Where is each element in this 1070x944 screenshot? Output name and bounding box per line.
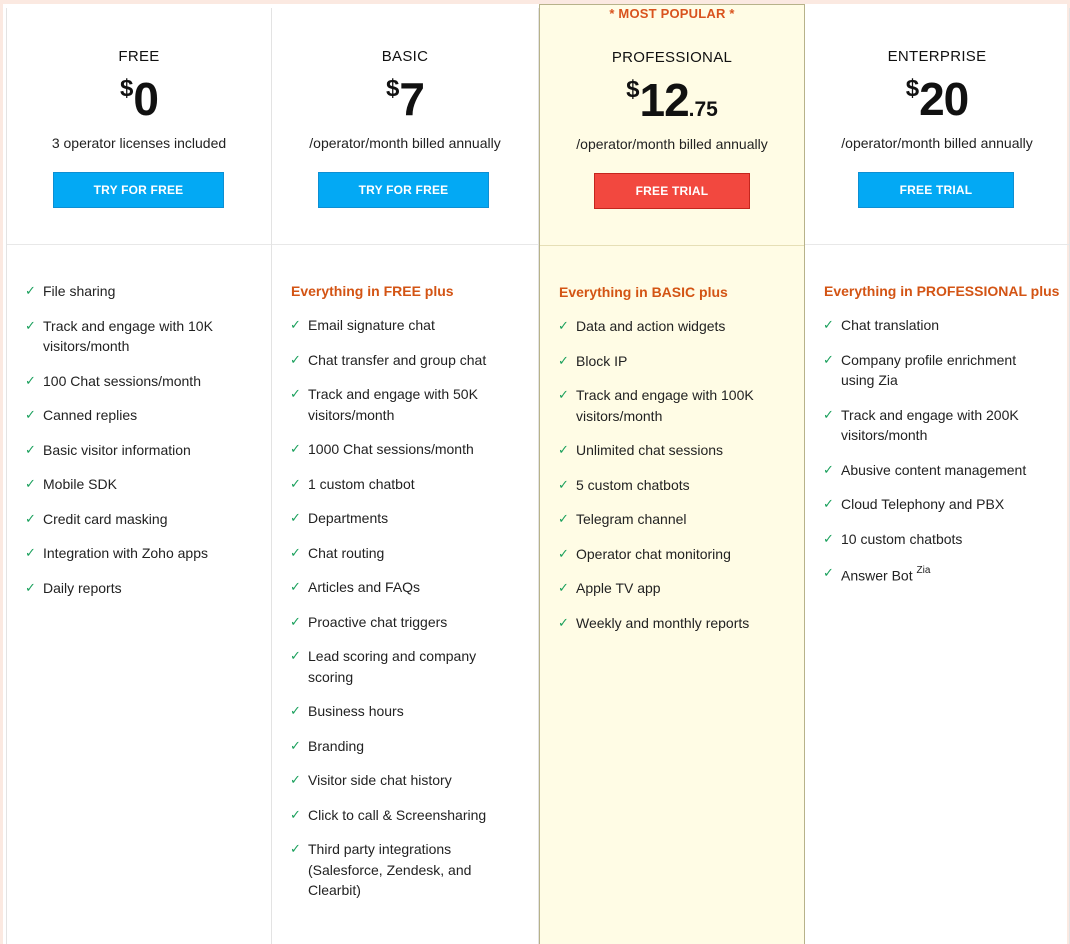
- check-icon: ✓: [558, 442, 569, 457]
- plan-intro: Everything in PROFESSIONAL plus: [824, 283, 1060, 299]
- currency-symbol: $: [386, 75, 400, 102]
- feature-item: ✓ Departments: [290, 508, 538, 529]
- pricing-table: [6, 8, 1070, 944]
- feature-item: ✓ Email signature chat: [290, 315, 538, 336]
- feature-item: ✓ Daily reports: [25, 578, 271, 599]
- plan-name: ENTERPRISE: [887, 48, 987, 65]
- check-icon: ✓: [558, 352, 569, 368]
- check-icon: ✓: [25, 372, 36, 388]
- plan-intro: Everything in FREE plus: [291, 283, 454, 299]
- check-icon: ✓: [25, 579, 36, 595]
- feature-item: ✓ 5 custom chatbots: [558, 475, 804, 496]
- check-icon: ✓: [290, 544, 301, 560]
- feature-list: [272, 245, 538, 901]
- check-icon: ✓: [558, 580, 569, 595]
- feature-item: ✓ Integration with Zoho apps: [25, 543, 271, 564]
- check-icon: ✓: [25, 317, 36, 333]
- feature-item: ✓ Branding: [290, 736, 538, 757]
- feature-list: [805, 245, 1069, 586]
- feature-item: ✓ Track and engage with 10K visitors/month: [25, 316, 271, 357]
- check-icon: ✓: [25, 407, 36, 422]
- feature-item: ✓ Chat translation: [823, 315, 1069, 336]
- feature-item: ✓ Visitor side chat history: [290, 770, 538, 791]
- plan-name: PROFESSIONAL: [611, 49, 733, 66]
- price-amount: 12: [639, 74, 689, 126]
- feature-item: ✓ 100 Chat sessions/month: [25, 371, 271, 392]
- plan-subtitle: /operator/month billed annually: [841, 135, 1033, 151]
- plan-subtitle: 3 operator licenses included: [51, 135, 227, 151]
- currency-symbol: $: [120, 75, 134, 102]
- plan-column-enterprise: [805, 8, 1070, 944]
- check-icon: ✓: [823, 317, 834, 332]
- check-icon: ✓: [25, 545, 36, 560]
- check-icon: ✓: [823, 461, 834, 477]
- feature-item: [823, 563, 1069, 586]
- feature-list: [7, 245, 271, 598]
- feature-item: ✓ Telegram channel: [558, 509, 804, 530]
- currency-symbol: $: [905, 75, 920, 102]
- feature-item: ✓ Block IP: [558, 351, 804, 372]
- feature-item: ✓ 1 custom chatbot: [290, 474, 538, 495]
- check-icon: ✓: [290, 579, 301, 594]
- zia-superscript: Zia: [916, 565, 931, 576]
- price-amount: 0: [133, 73, 158, 125]
- free-trial-button[interactable]: FREE TRIAL: [858, 172, 1014, 208]
- plan-subtitle: /operator/month billed annually: [309, 135, 501, 151]
- plan-header: [7, 8, 271, 245]
- plan-name: FREE: [118, 48, 160, 65]
- feature-item: ✓ Company profile enrichment using Zia: [823, 350, 1069, 391]
- plan-column-professional: [539, 4, 805, 944]
- check-icon: ✓: [558, 511, 569, 526]
- feature-item: ✓ Proactive chat triggers: [290, 612, 538, 633]
- check-icon: ✓: [290, 510, 301, 525]
- feature-item: ✓ Articles and FAQs: [290, 577, 538, 598]
- feature-item: ✓ Track and engage with 100K visitors/month: [558, 385, 804, 426]
- feature-item: ✓ Track and engage with 200K visitors/month: [823, 405, 1069, 446]
- plan-intro: Everything in BASIC plus: [559, 284, 728, 300]
- feature-item: ✓ Track and engage with 50K visitors/month: [290, 384, 538, 425]
- feature-item: ✓ Unlimited chat sessions: [558, 440, 804, 461]
- free-trial-button[interactable]: FREE TRIAL: [594, 173, 750, 209]
- check-icon: ✓: [558, 545, 569, 561]
- try-for-free-button[interactable]: TRY FOR FREE: [318, 172, 489, 208]
- currency-symbol: $: [626, 76, 640, 103]
- check-icon: ✓: [823, 406, 834, 422]
- check-icon: ✓: [290, 475, 301, 491]
- check-icon: ✓: [558, 387, 569, 402]
- check-icon: ✓: [290, 772, 301, 787]
- plan-header: [540, 5, 804, 246]
- check-icon: ✓: [25, 510, 36, 526]
- feature-item: ✓ Cloud Telephony and PBX: [823, 494, 1069, 515]
- check-icon: ✓: [823, 351, 834, 367]
- feature-item: ✓ Lead scoring and company scoring: [290, 646, 538, 687]
- feature-item: ✓ Click to call & Screensharing: [290, 805, 538, 826]
- feature-item: ✓ Data and action widgets: [558, 316, 804, 337]
- check-icon: ✓: [823, 496, 834, 511]
- plan-header: [272, 8, 538, 245]
- check-icon: ✓: [25, 476, 36, 491]
- check-icon: ✓: [290, 386, 301, 401]
- price-amount: 7: [399, 73, 424, 125]
- feature-item: ✓ Mobile SDK: [25, 474, 271, 495]
- feature-item: ✓ Operator chat monitoring: [558, 544, 804, 565]
- feature-item: ✓ Chat routing: [290, 543, 538, 564]
- most-popular-badge: * MOST POPULAR *: [609, 6, 735, 21]
- feature-item: ✓ Chat transfer and group chat: [290, 350, 538, 371]
- check-icon: ✓: [290, 317, 301, 332]
- feature-item: ✓ Credit card masking: [25, 509, 271, 530]
- try-for-free-button[interactable]: TRY FOR FREE: [53, 172, 224, 208]
- check-icon: ✓: [290, 806, 301, 822]
- plan-column-free: [6, 8, 272, 944]
- feature-item: ✓ Apple TV app: [558, 578, 804, 599]
- feature-item: ✓ Canned replies: [25, 405, 271, 426]
- feature-item: ✓ Abusive content management: [823, 460, 1069, 481]
- check-icon: ✓: [823, 530, 834, 546]
- plan-price: [7, 72, 271, 126]
- feature-text: Answer Bot: [841, 567, 913, 584]
- plan-price: [540, 73, 804, 127]
- check-icon: ✓: [290, 703, 301, 718]
- plan-price: [805, 72, 1069, 126]
- check-icon: ✓: [558, 318, 569, 333]
- plan-subtitle: /operator/month billed annually: [576, 136, 768, 152]
- feature-item: ✓ Basic visitor information: [25, 440, 271, 461]
- check-icon: ✓: [290, 351, 301, 367]
- feature-list: [540, 246, 804, 633]
- check-icon: ✓: [290, 737, 301, 753]
- feature-item: ✓ File sharing: [25, 281, 271, 302]
- check-icon: ✓: [290, 441, 301, 456]
- check-icon: ✓: [823, 565, 834, 580]
- plan-header: [805, 8, 1069, 245]
- feature-item: ✓ 1000 Chat sessions/month: [290, 439, 538, 460]
- check-icon: ✓: [25, 441, 36, 457]
- check-icon: ✓: [290, 841, 301, 856]
- price-decimal: .75: [688, 98, 718, 121]
- check-icon: ✓: [558, 476, 569, 492]
- feature-item: ✓ Weekly and monthly reports: [558, 613, 804, 634]
- check-icon: ✓: [290, 613, 301, 629]
- plan-column-basic: [272, 8, 539, 944]
- check-icon: ✓: [25, 283, 36, 298]
- feature-item: ✓ Business hours: [290, 701, 538, 722]
- feature-item: ✓ 10 custom chatbots: [823, 529, 1069, 550]
- feature-item: ✓ Third party integrations (Salesforce, Zendesk, and Clearbit): [290, 839, 538, 901]
- price-amount: 20: [919, 73, 969, 125]
- plan-price: [272, 72, 538, 126]
- plan-name: BASIC: [381, 48, 429, 65]
- check-icon: ✓: [290, 648, 301, 663]
- check-icon: ✓: [558, 614, 569, 630]
